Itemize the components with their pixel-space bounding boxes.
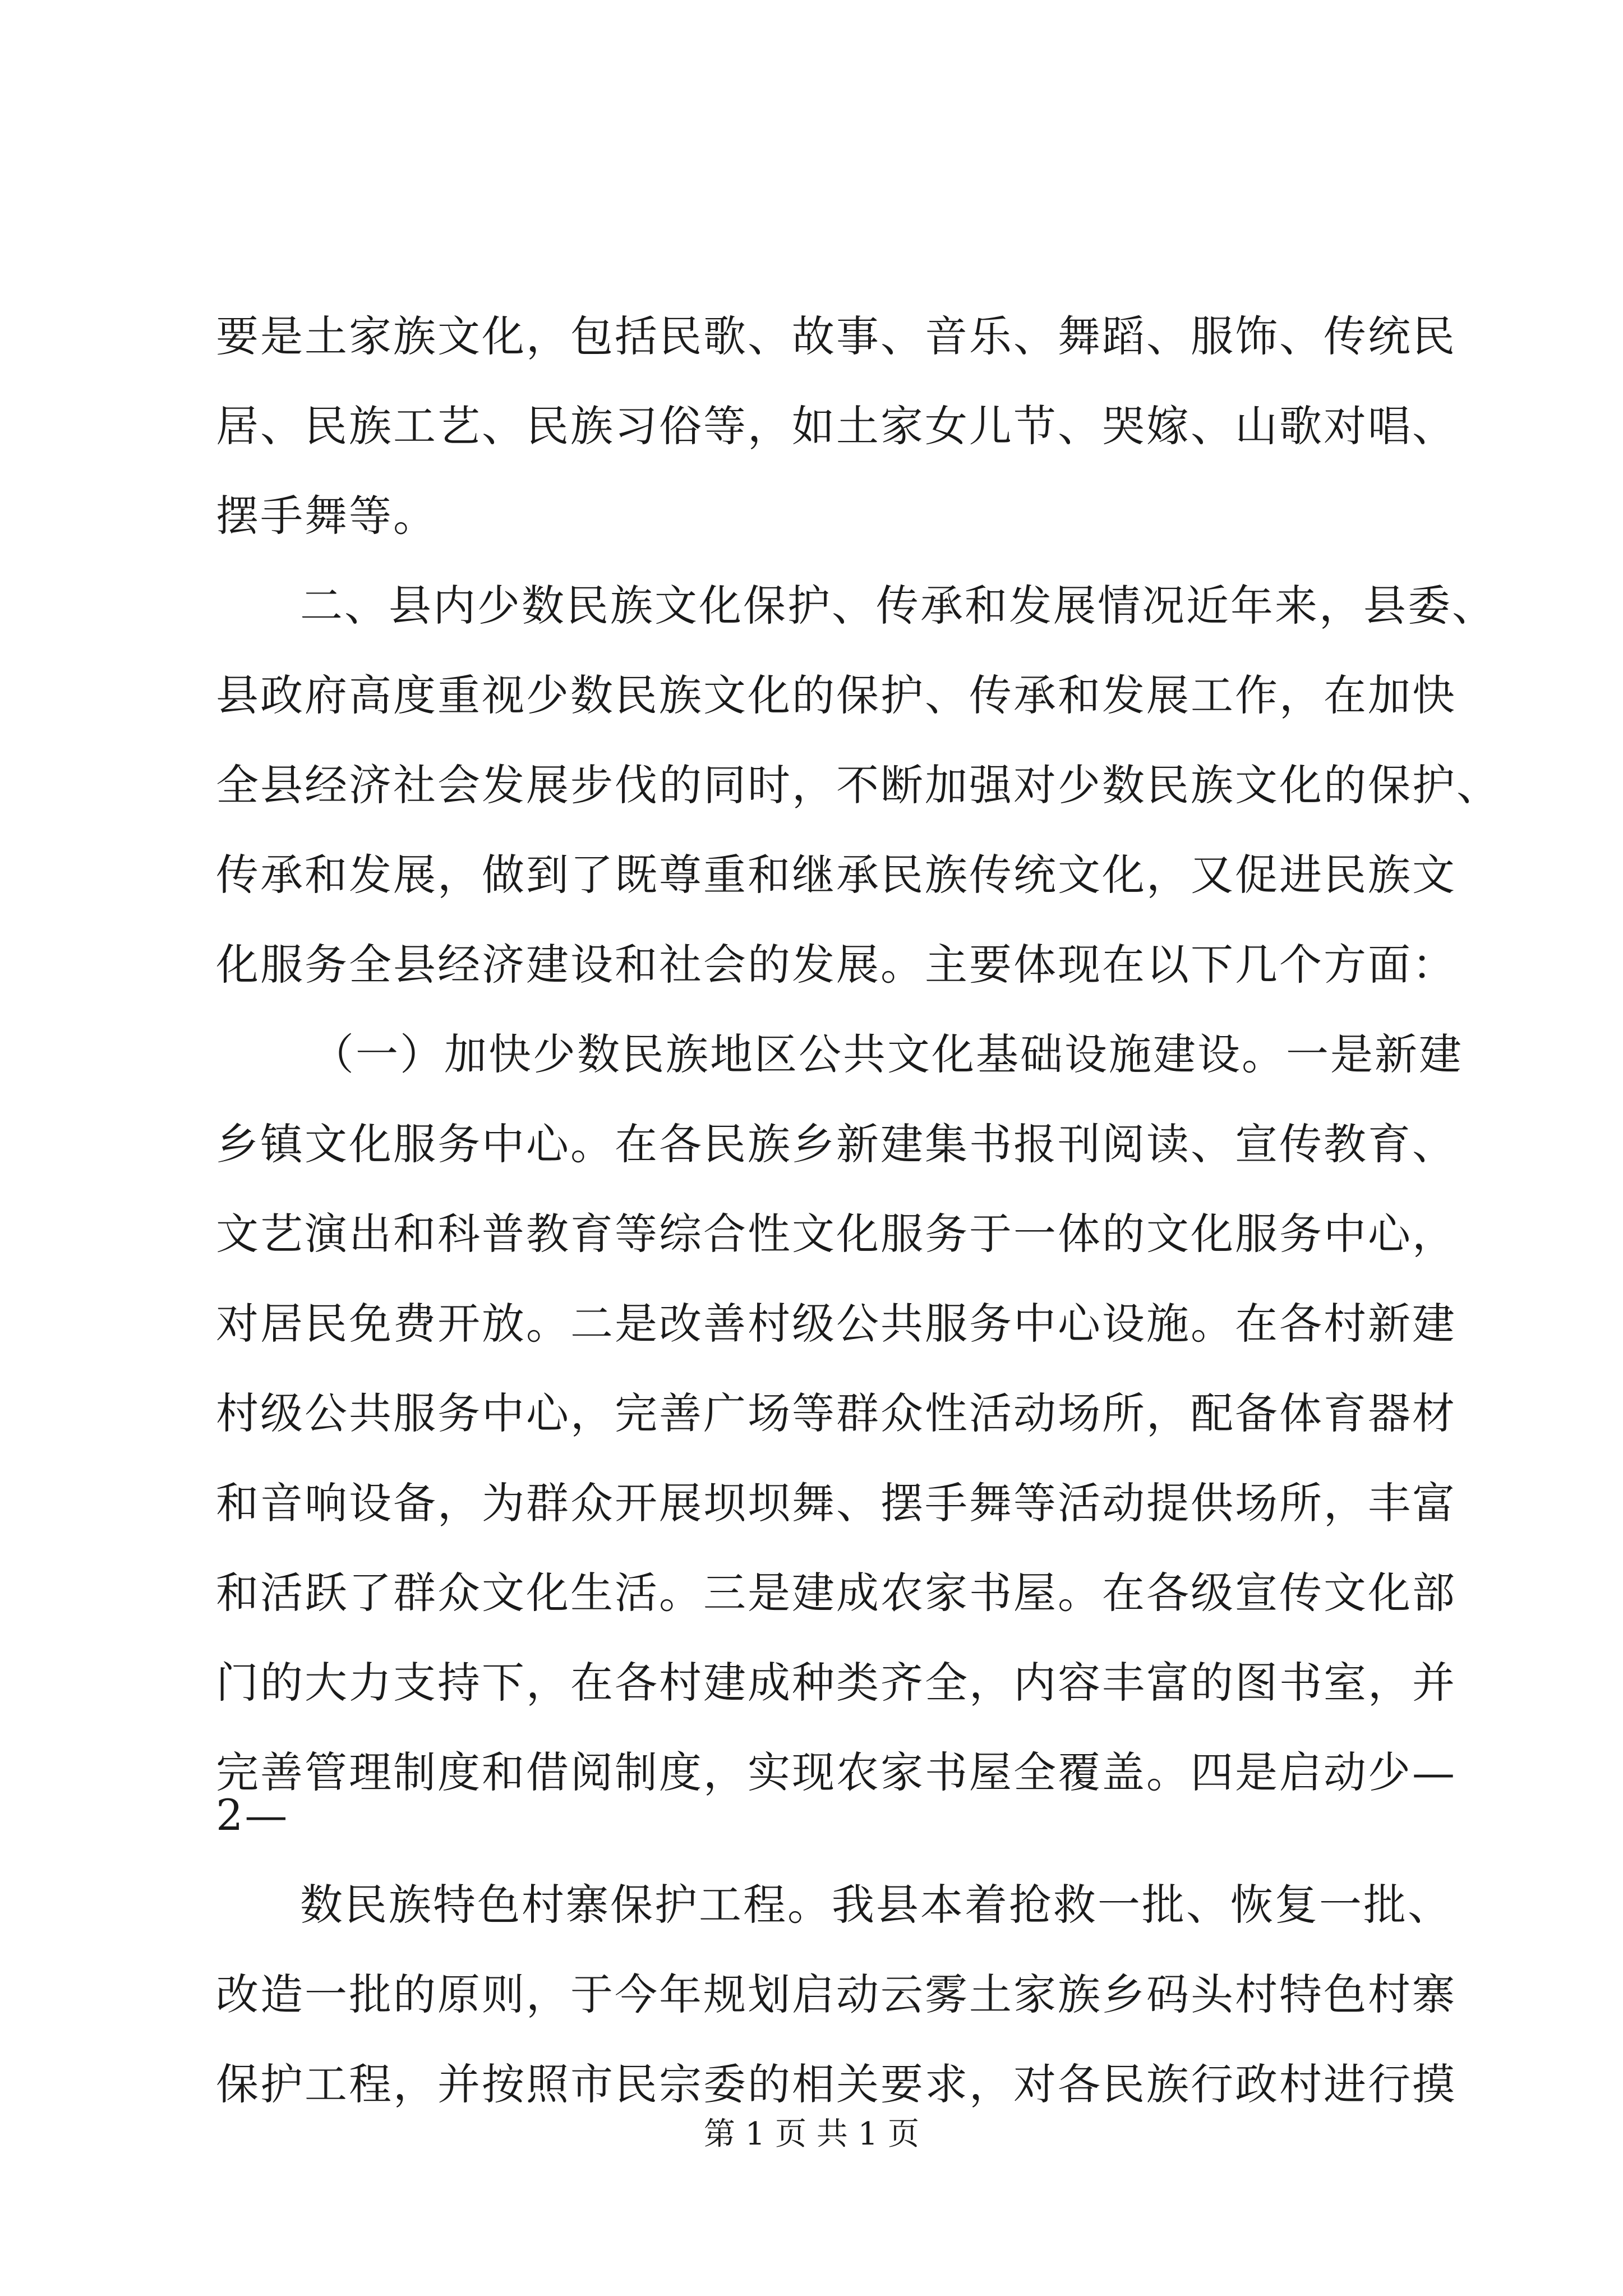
page-footer: 第 1 页 共 1 页 (703, 2116, 920, 2152)
text-line: 居、民族工艺、民族习俗等，如土家女儿节、哭嫁、山歌对唱、 (216, 401, 1456, 451)
text-line: 和活跃了群众文化生活。三是建成农家书屋。在各级宣传文化部 (216, 1568, 1456, 1618)
text-line: 县政府高度重视少数民族文化的保护、传承和发展工作，在加快 (216, 670, 1456, 720)
text-line: 门的大力支持下，在各村建成种类齐全，内容丰富的图书室，并 (216, 1658, 1456, 1708)
text-line: 数民族特色村寨保护工程。我县本着抢救一批、恢复一批、 (300, 1880, 1452, 1930)
text-line: 和音响设备，为群众开展坝坝舞、摆手舞等活动提供场所，丰富 (216, 1478, 1456, 1528)
text-line: 改造一批的原则，于今年规划启动云雾土家族乡码头村特色村寨 (216, 1970, 1456, 2019)
text-line: 二、县内少数民族文化保护、传承和发展情况近年来，县委、 (300, 581, 1496, 631)
text-line: 完善管理制度和借阅制度，实现农家书屋全覆盖。四是启动少— (216, 1747, 1456, 1797)
text-line: 村级公共服务中心，完善广场等群众性活动场所，配备体育器材 (216, 1388, 1456, 1438)
text-line: 乡镇文化服务中心。在各民族乡新建集书报刊阅读、宣传教育、 (216, 1119, 1456, 1169)
text-line: 全县经济社会发展步伐的同时，不断加强对少数民族文化的保护、 (216, 760, 1501, 810)
text-line: 对居民免费开放。二是改善村级公共服务中心设施。在各村新建 (216, 1299, 1456, 1349)
page-number-inline: 2— (216, 1790, 289, 1840)
text-line: 化服务全县经济建设和社会的发展。主要体现在以下几个方面： (216, 940, 1456, 990)
text-line: 要是土家族文化，包括民歌、故事、音乐、舞蹈、服饰、传统民 (216, 311, 1456, 361)
text-line: 摆手舞等。 (216, 491, 437, 541)
text-line: 保护工程，并按照市民宗委的相关要求，对各民族行政村进行摸 (216, 2059, 1456, 2109)
text-line: 文艺演出和科普教育等综合性文化服务于一体的文化服务中心， (216, 1209, 1456, 1259)
text-line: 传承和发展，做到了既尊重和继承民族传统文化，又促进民族文 (216, 850, 1456, 900)
text-line: （一）加快少数民族地区公共文化基础设施建设。一是新建 (311, 1029, 1463, 1079)
